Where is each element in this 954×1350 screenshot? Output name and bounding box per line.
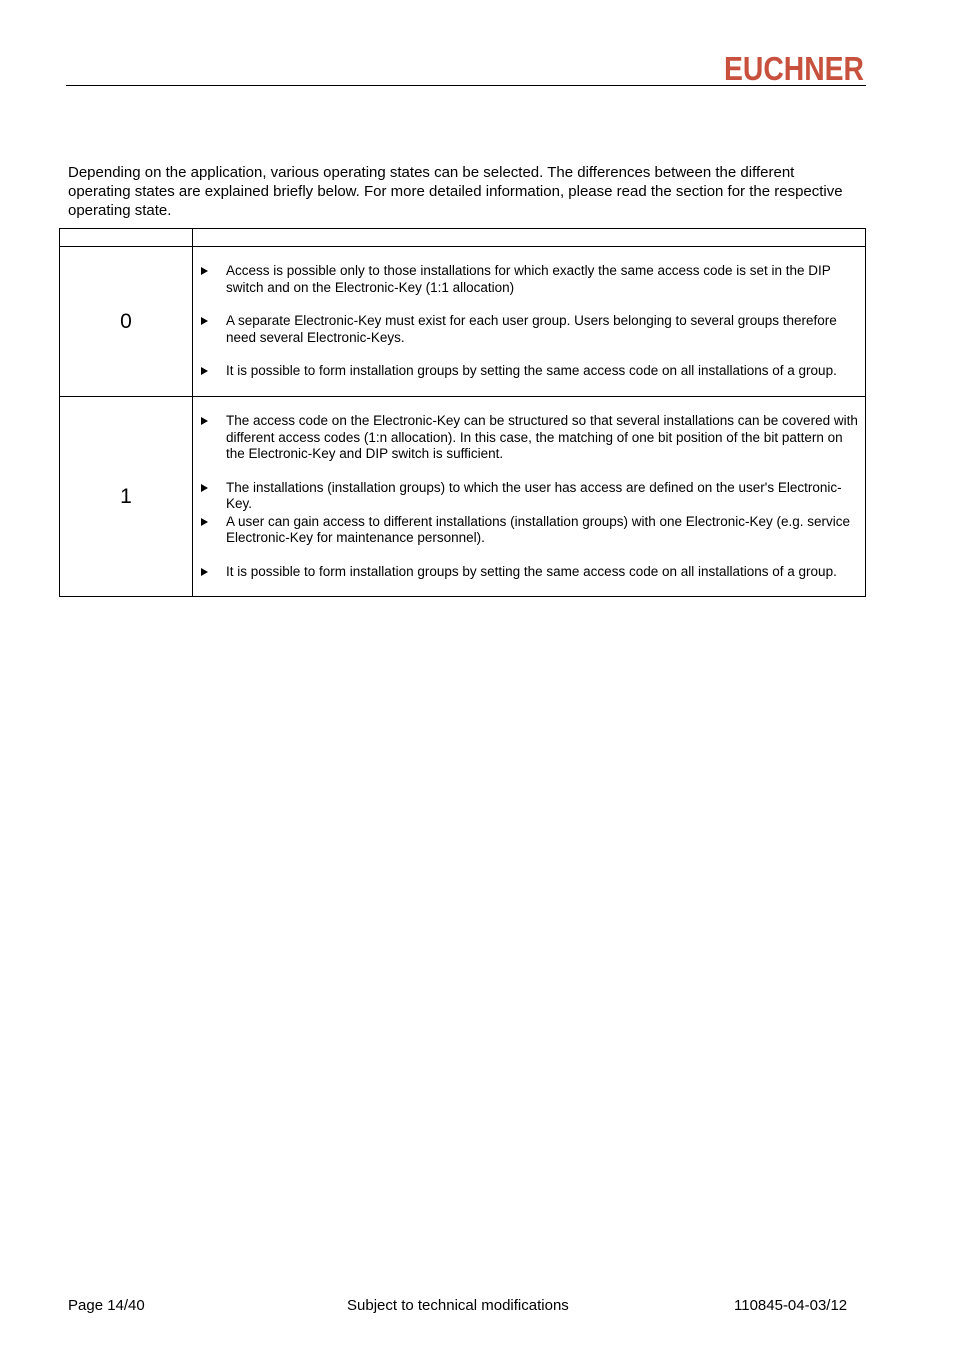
list-item (193, 514, 865, 547)
list-item-text: A separate Electronic-Key must exist for each user group. Users belonging to several groups therefore need several Electronic-Keys. (226, 313, 837, 345)
bullet-arrow-icon (201, 367, 208, 375)
state-value: 0 (60, 247, 193, 397)
list-item-text: It is possible to form installation groups by setting the same access code on all installations of a group. (226, 363, 837, 378)
list-item-text: The installations (installation groups) to which the user has access are defined on the user's Electronic-Key. (226, 479, 842, 511)
list-item (193, 363, 865, 380)
table-row (60, 397, 866, 597)
bullet-arrow-icon (201, 568, 208, 576)
list-item (193, 480, 865, 513)
bullet-list (193, 247, 865, 380)
footer-document-number: 110845-04-03/12 (734, 1297, 848, 1314)
logo-text: EUCHNER (724, 50, 865, 87)
footer-notice: Subject to technical modifications (347, 1297, 569, 1314)
table-row (60, 247, 866, 397)
list-item (193, 313, 865, 346)
list-item-text: The access code on the Electronic-Key can be structured so that several installations can be covered with different access codes (1:n allocation). In this case, the matching of one bit position of the bit pattern on the Electronic-Key and DIP switch is sufficient. (226, 413, 858, 461)
list-item (193, 263, 865, 296)
operating-states-table (59, 228, 866, 597)
state-description (193, 247, 866, 397)
list-item-text: A user can gain access to different installations (installation groups) with one Electronic-Key (e.g. service Electronic-Key for maintenance personnel). (226, 513, 851, 545)
header-rule (66, 85, 866, 86)
list-item (193, 413, 865, 463)
bullet-arrow-icon (201, 267, 208, 275)
state-description (193, 397, 866, 597)
bullet-arrow-icon (201, 317, 208, 325)
bullet-arrow-icon (201, 417, 208, 425)
bullet-arrow-icon (201, 484, 208, 492)
header-cell-description (193, 229, 866, 247)
bullet-arrow-icon (201, 518, 208, 526)
footer-page-number: Page 14/40 (68, 1297, 145, 1314)
list-item-text: It is possible to form installation groups by setting the same access code on all installations of a group. (226, 563, 837, 579)
bullet-list (193, 397, 865, 580)
table-header-row (60, 229, 866, 247)
intro-paragraph: Depending on the application, various operating states can be selected. The differences between the different operating states are explained briefly below. For more detailed information, please read the section for the respective operating state. (68, 164, 843, 219)
state-value: 1 (60, 397, 193, 597)
euchner-logo (724, 50, 866, 87)
list-item-text: Access is possible only to those installations for which exactly the same access code is set in the DIP switch and on the Electronic-Key (1:1 allocation) (226, 263, 831, 295)
header-cell-state (60, 229, 193, 247)
list-item (193, 564, 865, 581)
